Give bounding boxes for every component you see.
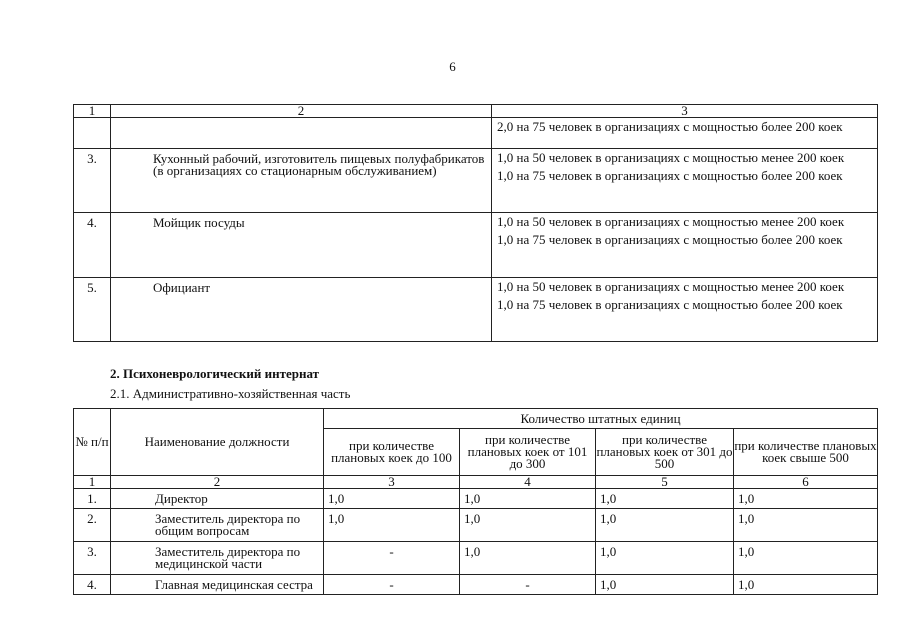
row-number [74, 118, 111, 149]
staffing-norm [492, 213, 878, 278]
value-cell: 1,0 [734, 509, 878, 542]
table-row [74, 542, 878, 575]
position-name: Кухонный рабочий, изготовитель пищевых полуфабрикатов (в организациях со стационарным обслуживанием) [111, 149, 492, 213]
table-index-row [74, 476, 878, 489]
norm-line: 1,0 на 50 человек в организациях с мощностью менее 200 коек [497, 279, 845, 294]
col-name-header: Наименование должности [111, 409, 324, 476]
norm-line: 1,0 на 75 человек в организациях с мощностью более 200 коек [497, 297, 843, 312]
norm-line: 1,0 на 50 человек в организациях с мощностью менее 200 коек [497, 150, 845, 165]
table-row [74, 118, 878, 149]
index-cell: 3 [324, 476, 460, 489]
norm-line: 1,0 на 50 человек в организациях с мощностью менее 200 коек [497, 214, 845, 229]
index-cell: 4 [460, 476, 596, 489]
value-cell: 1,0 [596, 575, 734, 595]
section-title: 2. Психоневрологический интернат [110, 366, 320, 381]
value-cell: - [324, 542, 460, 575]
group-header: Количество штатных единиц [324, 409, 878, 429]
value-cell: 1,0 [596, 542, 734, 575]
row-number: 3. [74, 149, 111, 213]
table-row [74, 213, 878, 278]
position-name [111, 118, 492, 149]
index-cell: 1 [74, 105, 111, 118]
position-name: Директор [111, 489, 324, 509]
value-cell: 1,0 [460, 542, 596, 575]
value-cell: 1,0 [596, 509, 734, 542]
table-row [74, 509, 878, 542]
position-name: Главная медицинская сестра [111, 575, 324, 595]
staff-table-continued [73, 104, 878, 342]
row-number: 5. [74, 278, 111, 342]
value-cell: 1,0 [734, 542, 878, 575]
staffing-norm [492, 149, 878, 213]
position-name: Заместитель директора по общим вопросам [111, 509, 324, 542]
table-row [74, 489, 878, 509]
row-number: 2. [74, 509, 111, 542]
row-number: 4. [74, 213, 111, 278]
table-header-row [74, 409, 878, 429]
table-row [74, 278, 878, 342]
page-number: 6 [449, 59, 456, 74]
value-cell: - [460, 575, 596, 595]
col-num-header: № п/п [74, 409, 111, 476]
row-number: 4. [74, 575, 111, 595]
row-number: 3. [74, 542, 111, 575]
value-cell: 1,0 [734, 575, 878, 595]
staffing-norm [492, 278, 878, 342]
index-cell: 5 [596, 476, 734, 489]
subheader-cell: при количестве плановых коек от 101 до 300 [460, 429, 596, 476]
position-name: Официант [111, 278, 492, 342]
value-cell: 1,0 [460, 509, 596, 542]
staff-table [73, 408, 878, 595]
norm-line: 1,0 на 75 человек в организациях с мощностью более 200 коек [497, 168, 843, 183]
index-cell: 2 [111, 476, 324, 489]
table-index-row [74, 105, 878, 118]
subheader-cell: при количестве плановых коек до 100 [324, 429, 460, 476]
row-number: 1. [74, 489, 111, 509]
value-cell: 1,0 [460, 489, 596, 509]
subsection-title: 2.1. Административно-хозяйственная часть [110, 386, 351, 401]
norm-line: 2,0 на 75 человек в организациях с мощностью более 200 коек [497, 119, 843, 134]
index-cell: 3 [492, 105, 878, 118]
index-cell: 1 [74, 476, 111, 489]
subheader-cell: при количестве плановых коек от 301 до 500 [596, 429, 734, 476]
value-cell: 1,0 [734, 489, 878, 509]
norm-line: 1,0 на 75 человек в организациях с мощностью более 200 коек [497, 232, 843, 247]
value-cell: 1,0 [324, 509, 460, 542]
table-row [74, 575, 878, 595]
subheader-cell: при количестве плановых коек свыше 500 [734, 429, 878, 476]
index-cell: 6 [734, 476, 878, 489]
position-name: Заместитель директора по медицинской части [111, 542, 324, 575]
table-row [74, 149, 878, 213]
value-cell: 1,0 [324, 489, 460, 509]
position-name: Мойщик посуды [111, 213, 492, 278]
index-cell: 2 [111, 105, 492, 118]
staffing-norm [492, 118, 878, 149]
value-cell: - [324, 575, 460, 595]
value-cell: 1,0 [596, 489, 734, 509]
